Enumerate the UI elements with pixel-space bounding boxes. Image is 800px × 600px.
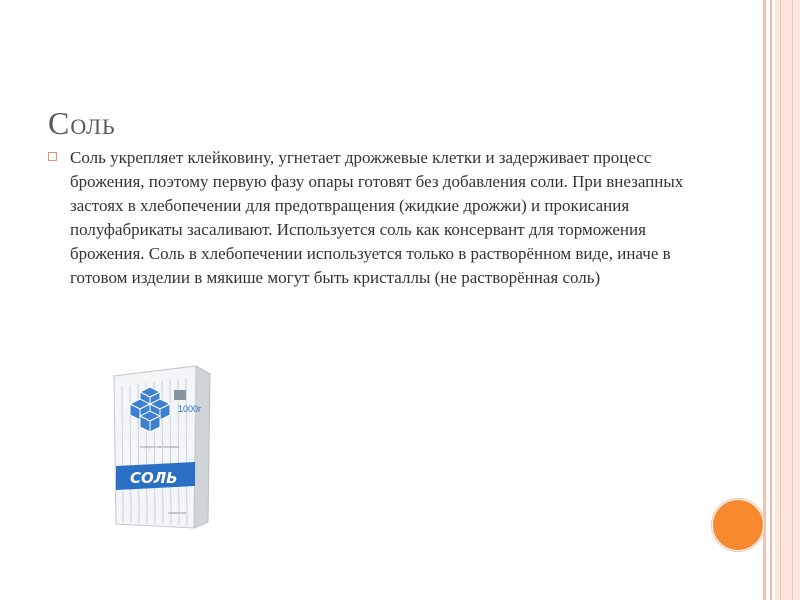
- barcode-icon: [174, 390, 186, 400]
- package-brand-label: СОЛЬ: [130, 469, 178, 487]
- bullet-square-icon: [48, 152, 57, 161]
- decor-stripe: [780, 0, 781, 600]
- slide-title: Соль: [48, 105, 116, 142]
- decor-stripe: [763, 0, 766, 600]
- package-small-label: поваренная пищевая: [140, 444, 180, 449]
- decor-stripe: [792, 0, 793, 600]
- body-paragraph: Соль укрепляет клейковину, угнетает дрожжевые клетки и задерживает процесс брожения, поэтому первую фазу опары готовят без добавления соли. При внезапных застоях в хлебопечении для предотвращения (жидкие дрожжи) и прокисания полуфабрикаты засаливают. Используется соль как консервант для торможения брожения. Соль в хлебопечении используется только в растворённом виде, иначе в готовом изделии в мякише могут быть кристаллы (не растворённая соль): [70, 148, 684, 287]
- decor-orange-circle: [712, 499, 764, 551]
- bullet-item: [48, 146, 698, 290]
- package-weight-label: 1000г: [178, 404, 202, 414]
- package-bottom-label: каменная: [168, 510, 186, 515]
- salt-package-image: [100, 362, 225, 532]
- decor-stripe: [770, 0, 772, 600]
- decor-stripe: [775, 0, 800, 600]
